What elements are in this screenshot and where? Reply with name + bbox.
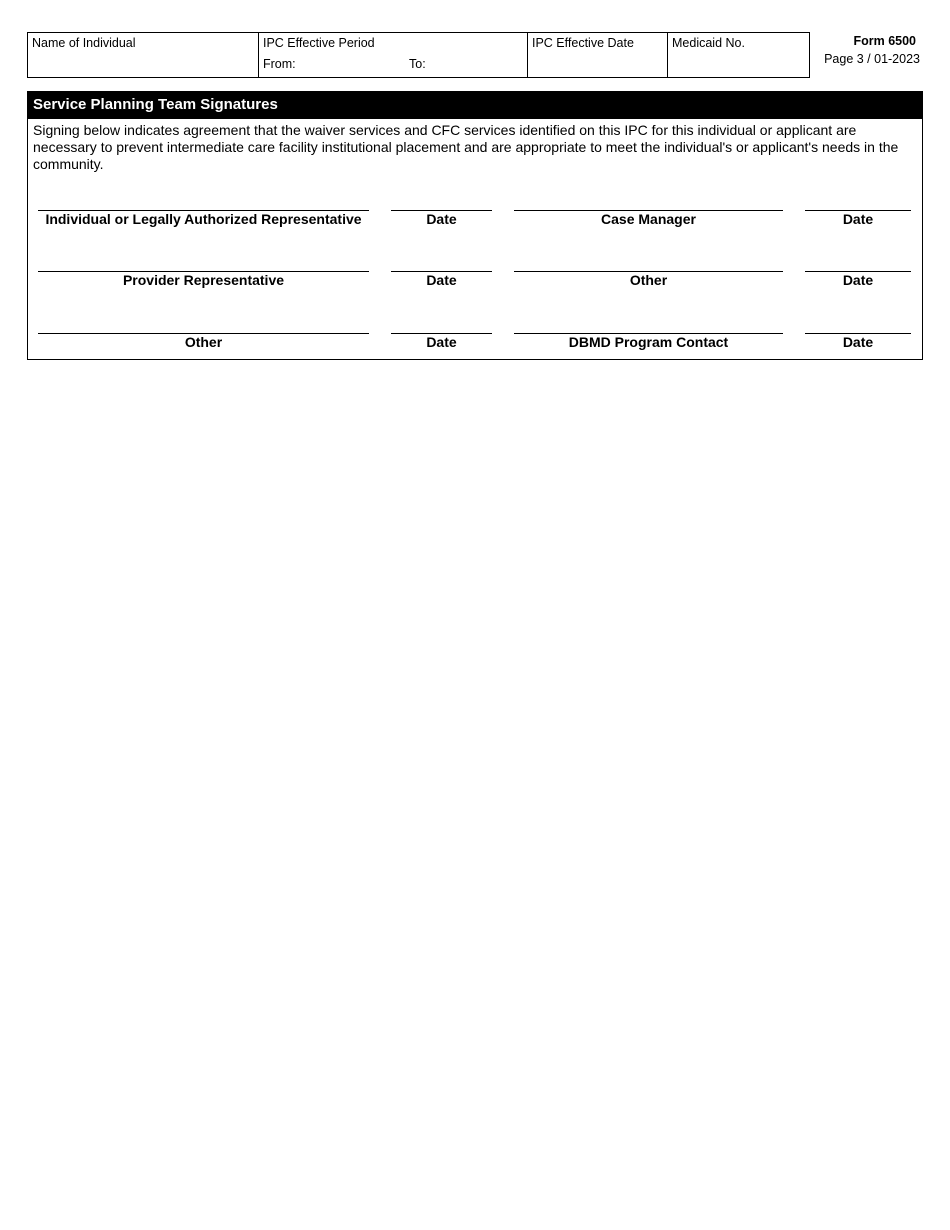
signatures-section (27, 91, 923, 360)
from-label: From: (263, 57, 296, 71)
signature-label: Other (629, 272, 668, 288)
ipc-effective-period-field[interactable] (259, 33, 528, 77)
ipc-effective-date-label: IPC Effective Date (532, 36, 634, 50)
signature-label: DBMD Program Contact (568, 334, 729, 350)
signature-label: Case Manager (601, 211, 696, 227)
date-label: Date (842, 272, 874, 288)
medicaid-number-field[interactable] (668, 33, 809, 77)
signature-label: Other (184, 334, 223, 350)
form-number: Form 6500 (853, 34, 916, 48)
date-label: Date (842, 211, 874, 227)
header-table (27, 32, 810, 78)
section-title: Service Planning Team Signatures (28, 92, 922, 119)
date-label: Date (426, 272, 457, 288)
ipc-effective-period-label: IPC Effective Period (263, 36, 375, 50)
name-of-individual-field[interactable] (28, 33, 259, 77)
signature-label: Individual or Legally Authorized Representative (45, 211, 362, 227)
name-of-individual-label: Name of Individual (32, 36, 136, 50)
page-info: Page 3 / 01-2023 (824, 52, 920, 66)
ipc-effective-date-field[interactable] (528, 33, 668, 77)
signature-label: Provider Representative (122, 272, 285, 288)
to-label: To: (409, 57, 426, 71)
date-label: Date (426, 211, 457, 227)
medicaid-number-label: Medicaid No. (672, 36, 745, 50)
section-intro: Signing below indicates agreement that the waiver services and CFC services identified on this IPC for this individual or applicant are necessary to prevent intermediate care facility institutional placement and are appropriate to meet the individual's or applicant's needs in the community. (33, 122, 899, 172)
date-label: Date (842, 334, 874, 350)
date-label: Date (426, 334, 457, 350)
